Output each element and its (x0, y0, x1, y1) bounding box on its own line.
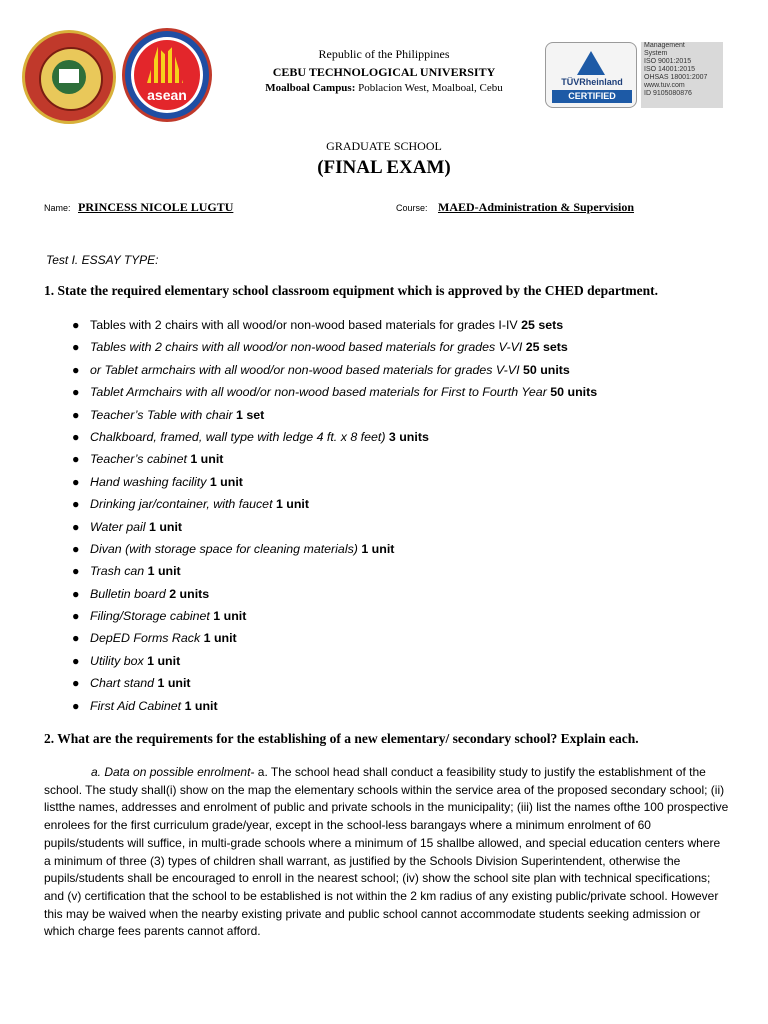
student-name: PRINCESS NICOLE LUGTU (78, 200, 234, 214)
tuv-info-line: System (644, 50, 668, 57)
list-item: ● Utility box 1 unit (72, 653, 181, 668)
tuv-info-line: ISO 9001:2015 (644, 58, 692, 65)
list-item: ● Tablet Armchairs with all wood/or non-wood based materials for First to Fourth Year 50 units (72, 385, 598, 400)
list-item: ● First Aid Cabinet 1 unit (72, 698, 218, 713)
list-item: ● Tables with 2 chairs with all wood/or non-wood based materials for grades I-IV 25 sets (72, 318, 564, 332)
list-item: ● or Tablet armchairs with all wood/or non-wood based materials for grades V-VI 50 units (72, 362, 570, 377)
list-item: ● Divan (with storage space for cleaning materials) 1 unit (72, 541, 395, 556)
question-2: 2. What are the requirements for the establishing of a new elementary/ secondary school? Explain each. (44, 731, 639, 746)
bullet-icon: ● (72, 407, 80, 422)
list-item: ● Teacher’s cabinet 1 unit (72, 452, 224, 467)
campus-label: Moalboal Campus: (265, 82, 356, 94)
bullet-icon: ● (72, 519, 80, 534)
exam-title: (FINAL EXAM) (317, 157, 451, 178)
tuv-brand: TÜVRheinland (561, 77, 623, 87)
list-item: ● Hand washing facility 1 unit (72, 474, 243, 489)
graduate-school-heading: GRADUATE SCHOOL (326, 139, 442, 153)
tuv-info-line: ID 9105080876 (644, 90, 692, 97)
bullet-icon: ● (72, 340, 80, 355)
asean-wordmark: asean (147, 87, 187, 103)
bullet-icon: ● (72, 564, 80, 579)
republic-line: Republic of the Philippines (318, 47, 450, 61)
bullet-icon: ● (72, 698, 80, 713)
bullet-icon: ● (72, 362, 80, 377)
bullet-icon: ● (72, 676, 80, 691)
bullet-icon: ● (72, 631, 80, 646)
tuv-certified-label: CERTIFIED (552, 90, 632, 103)
list-item: ● Teacher’s Table with chair 1 set (72, 407, 265, 422)
list-item: ● Chart stand 1 unit (72, 676, 191, 691)
list-item: ● Trash can 1 unit (72, 564, 181, 579)
list-item: ● Filing/Storage cabinet 1 unit (72, 609, 247, 624)
course-label: Course: (396, 203, 428, 213)
bullet-icon: ● (72, 653, 80, 668)
question-1: 1. State the required elementary school classroom equipment which is approved by the CHED department. (44, 283, 658, 298)
bullet-icon: ● (72, 497, 80, 512)
list-item: ● Bulletin board 2 units (72, 586, 210, 601)
list-item: ● Drinking jar/container, with faucet 1 unit (72, 497, 309, 512)
bullet-icon: ● (72, 586, 80, 601)
bullet-icon: ● (72, 452, 80, 467)
answer-body: a. The school head shall conduct a feasibility study to justify the establishment of the school. The study shall(i) show on the map the elementary schools within the service area of the proposed secondary school; (ii) listthe names, addresses and enrolment of public and private schools in the municipality; (iii) list the names ofthe 100 prospective enrolees for the first curriculum grade/year, except in the school-less barangays where a minimum enrolment of 60 pupils/students will suffice, in multi-grade schools where a minimum of 15 shallbe allowed, and special education centers where a minimum of three (3) types of children shall warrant, as justified by the Schools Division Superintendent, otherwise the pupils/students shall be encouraged to enroll in the nearest school; (iv) show the school site plan with technical specifications; and (v) certification that the school to be established is not within the 2 km radius of any existing public/private school. However this may be waived when the nearby existing private and public school cannot accommodate students seeking admission or which charge fees parents cannot afford. (44, 765, 729, 939)
tuv-info-line: Management (644, 42, 685, 49)
test-heading: Test I. ESSAY TYPE: (46, 253, 159, 267)
name-label: Name: (44, 203, 71, 213)
answer-lead: a. Data on possible enrolment- (91, 765, 255, 779)
bullet-icon: ● (72, 474, 80, 489)
university-name: CEBU TECHNOLOGICAL UNIVERSITY (272, 65, 496, 79)
course-name: MAED-Administration & Supervision (438, 200, 635, 214)
bullet-icon: ● (72, 609, 80, 624)
list-item: ● DepED Forms Rack 1 unit (72, 631, 237, 646)
bullet-icon: ● (72, 385, 80, 400)
bullet-icon: ● (72, 318, 80, 332)
list-item: ● Water pail 1 unit (72, 519, 183, 534)
bullet-icon: ● (72, 541, 80, 556)
tuv-info-line: www.tuv.com (644, 82, 685, 89)
list-item: ● Tables with 2 chairs with all wood/or non-wood based materials for grades V-VI 25 sets (72, 340, 568, 355)
tuv-info-line: OHSAS 18001:2007 (644, 74, 708, 81)
campus-line (0, 82, 768, 94)
equipment-list (72, 316, 732, 719)
campus-address: Poblacion West, Moalboal, Cebu (355, 82, 503, 94)
list-item: ● Chalkboard, framed, wall type with ledge 4 ft. x 8 feet) 3 units (72, 429, 429, 444)
answer-paragraph (44, 764, 730, 941)
tuv-info-line: ISO 14001:2015 (644, 66, 695, 73)
bullet-icon: ● (72, 429, 80, 444)
